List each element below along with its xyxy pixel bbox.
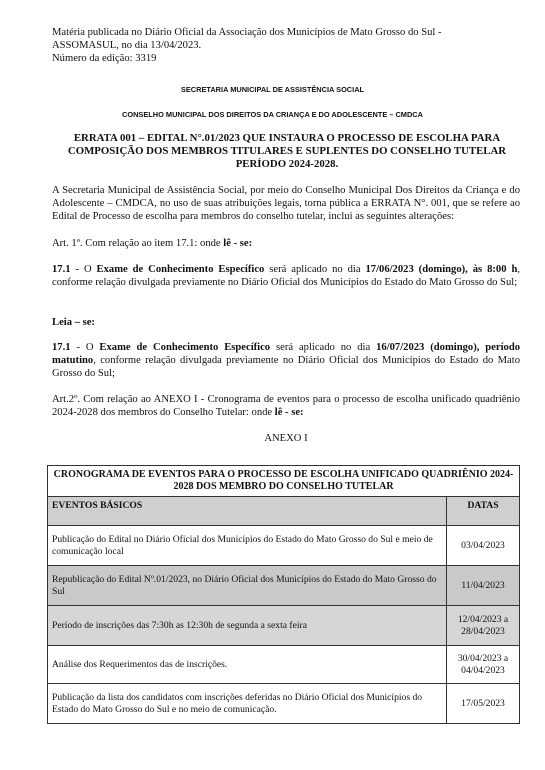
article-text: Art.2º. Com relação ao ANEXO I - Cronograma de eventos para o processo de escolha unificado quadriênio 2024-2028 dos membros do Conselho Tutelar: onde (52, 394, 520, 418)
header-line: ASSOMASUL, no dia 13/04/2023. (52, 40, 202, 51)
table-row (48, 646, 520, 684)
date-cell: 03/04/2023 (447, 526, 520, 566)
item-text: - O (70, 264, 97, 275)
item-number: 17.1 (52, 264, 71, 275)
article-2 (52, 393, 520, 419)
table-title: CRONOGRAMA DE EVENTOS PARA O PROCESSO DE ESCOLHA UNIFICADO QUADRIÊNIO 2024-2028 DOS MEMBRO DO CONSELHO TUTELAR (48, 466, 520, 497)
date-cell: 17/05/2023 (447, 684, 520, 724)
anexo-heading: ANEXO I (264, 433, 308, 444)
date-cell: 30/04/2023 a 04/04/2023 (447, 646, 520, 684)
article-bold: lê - se: (274, 407, 304, 418)
event-cell: Republicação do Edital Nº.01/2023, no Diário Oficial dos Municípios do Estado do Mato Grosso do Sul (48, 566, 447, 606)
publication-header (52, 26, 442, 65)
header-line: Matéria publicada no Diário Oficial da Associação dos Municípios de Mato Grosso do Sul - (52, 27, 442, 38)
item-number: 17.1 (52, 342, 71, 353)
item-text: será aplicado no dia (270, 342, 377, 353)
article-1 (52, 237, 520, 250)
exam-name: Exame de Conhecimento Específico (99, 342, 271, 353)
column-header-dates: DATAS (447, 497, 520, 526)
date-cell: 11/04/2023 (447, 566, 520, 606)
article-bold: lê - se: (223, 238, 253, 249)
document-title (52, 132, 522, 171)
leia-se (52, 316, 520, 329)
item-text: - O (70, 342, 100, 353)
leia-label: Leia – se: (52, 317, 95, 328)
item-text: será aplicado no dia (264, 264, 366, 275)
article-text: Art. 1º. Com relação ao item 17.1: onde (52, 238, 224, 249)
exam-name: Exame de Conhecimento Específico (96, 264, 265, 275)
event-cell: Publicação da lista dos candidatos com inscrições deferidas no Diário Oficial dos Municípios do Estado do Mato Grosso do Sul e no meio de comunicação. (48, 684, 447, 724)
item-text: , conforme relação divulgada previamente no Diário Oficial dos Municípios do Estado do Mato Grosso do Sul; (52, 264, 521, 288)
table-row (48, 606, 520, 646)
intro-paragraph: A Secretaria Municipal de Assistência Social, por meio do Conselho Municipal Dos Direitos da Criança e do Adolescente – CMDCA, no uso de suas atribuições legais, torna pública a ERRATA N°. 001, que se refere ao Edital de Processo de escolha para membros do conselho tutelar, inclui as seguintes alterações: (52, 185, 520, 222)
table-row (48, 526, 520, 566)
event-cell: Publicação do Edital no Diário Oficial dos Municípios do Estado do Mato Grosso do Sul e meio de comunicação local (48, 526, 447, 566)
event-cell: Período de inscrições das 7:30h as 12:30h de segunda a sexta feira (48, 606, 447, 646)
title-line: COMPOSIÇÃO DOS MEMBROS TITULARES E SUPLENTES DO CONSELHO TUTELAR (67, 145, 507, 157)
event-cell: Análise dos Requerimentos das de inscrições. (48, 646, 447, 684)
item-17-1-original (52, 263, 520, 289)
table-row (48, 684, 520, 724)
conselho-heading: CONSELHO MUNICIPAL DOS DIREITOS DA CRIANÇA E DO ADOLESCENTE – CMDCA (122, 110, 423, 119)
title-line: PERÍODO 2024-2028. (235, 158, 339, 170)
title-line: ERRATA 001 – EDITAL N°.01/2023 QUE INSTAURA O PROCESSO DE ESCOLHA PARA (73, 132, 501, 144)
date-cell: 12/04/2023 a 28/04/2023 (447, 606, 520, 646)
exam-date: 16/07/2023 (domingo), período matutino (52, 342, 521, 366)
item-text: , conforme relação divulgada previamente no Diário Oficial dos Municípios do Estado do Mato Grosso do Sul; (52, 355, 520, 379)
schedule-table (47, 465, 520, 724)
edition-number: Número da edição: 3319 (52, 53, 157, 64)
exam-date: 17/06/2023 (domingo), às 8:00 h (365, 264, 518, 275)
item-17-1-corrected (52, 341, 520, 380)
secretaria-heading: SECRETARIA MUNICIPAL DE ASSISTÊNCIA SOCIAL (180, 85, 365, 94)
table-row (48, 566, 520, 606)
column-header-events: EVENTOS BÁSICOS (48, 497, 447, 526)
